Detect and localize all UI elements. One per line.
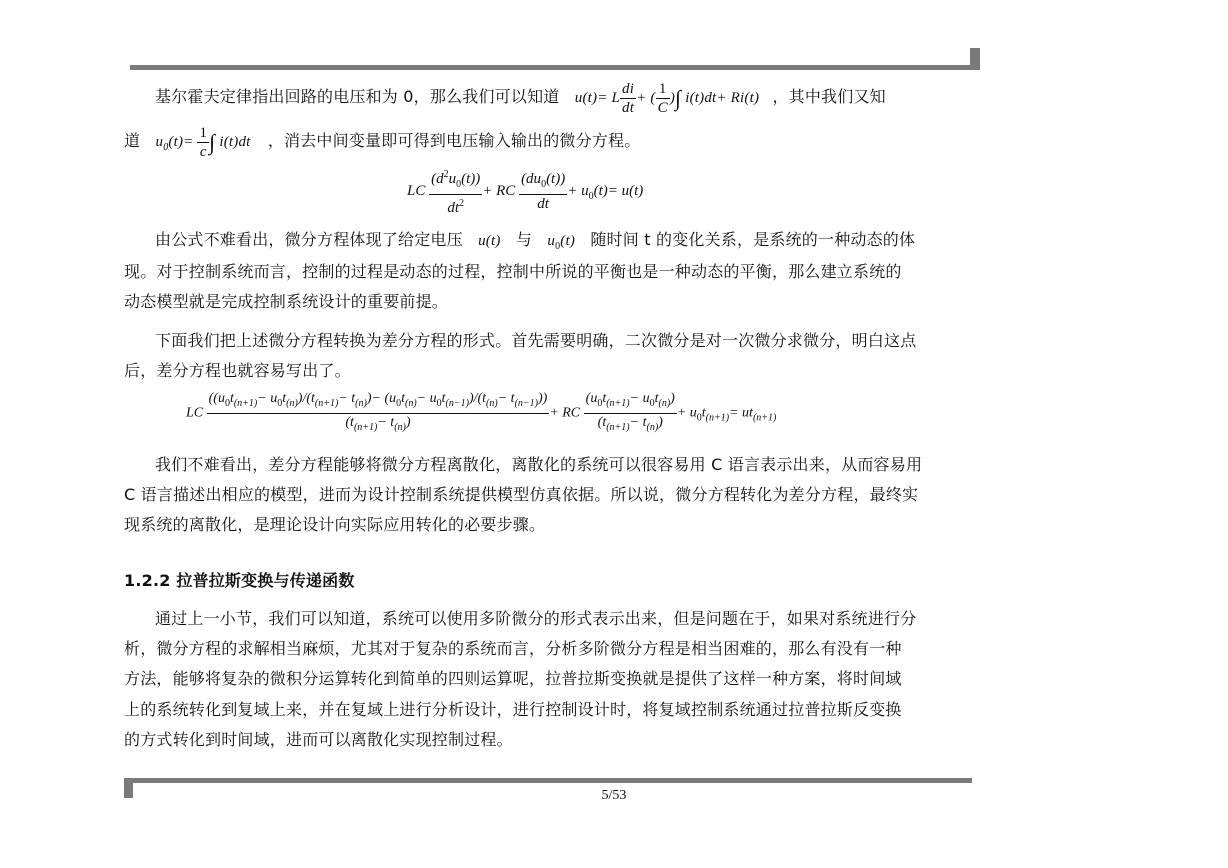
text-span: ，其中我们又知 [772,86,886,106]
equation-kvl: u(t)= L $\frac{di}{dt}$ + ( $\frac{1}{C}$ )∫ i(t)dt+ Ri(t) [574,81,760,116]
para1-line2 [124,124,640,161]
text-span: 与 [515,230,533,249]
text-span: 随时间 t 的变化关系，是系统的一种动态的体 [590,230,916,249]
para5-line1: 通过上一小节，我们可以知道，系统可以使用多阶微分的形式表示出来，但是问题在于，如果对系统进行分 [155,609,917,628]
section-heading: 1.2.2 拉普拉斯变换与传递函数 [124,571,355,590]
symbol-u0: $u_0(t)$ [547,233,576,252]
para2-line3: 动态模型就是完成控制系统设计的重要前提。 [124,292,449,311]
footer-rule [124,778,972,783]
para1-line1 [155,80,886,117]
symbol-u: u(t) [478,233,501,249]
para3-line1: 下面我们把上述微分方程转换为差分方程的形式。首先需要明确，二次微分是对一次微分求微分，明白这点 [155,331,917,350]
page-number: 5/53 [601,788,627,803]
text-span: 基尔霍夫定律指出回路的电压和为 0，那么我们可以知道 [155,86,560,106]
header-rule-tab [970,48,980,70]
para4-line1: 我们不难看出，差分方程能够将微分方程离散化，离散化的系统可以很容易用 C 语言表示出来，从而容易用 [155,455,923,474]
equation-difference: LC $((u_0t_{(n+1)}- u_0t_{(n)})/(t_{(n+1)}- t_{(n)})- (u_0t_{(n)}- u_0t_{(n-1)})/(t_{(n)}- t_{(n-1)}))$ $(t_{(n+1)}- t_{(n)})$ + RC $\frac{(u_0t_{(n+1)}- u_0t_{(n)})}{(t_{(n+1)}- t_{(n)})}$ + $u_0t_{(n+1)}= ut_{(n+1)}$ [186,391,777,433]
para5-line3: 方法，能够将复杂的微积分运算转化到简单的四则运算呢，拉普拉斯变换就是提供了这样一种方案，将时间域 [124,669,902,688]
para2-line1 [155,230,915,257]
text-span: 由公式不难看出，微分方程体现了给定电压 [155,230,463,249]
equation-u0: $u_0(t)=$ $\frac{1}{c}$ ∫ i(t)dt [155,125,251,160]
para4-line3: 现系统的离散化，是理论设计向实际应用转化的必要步骤。 [124,515,546,534]
header-rule [130,65,980,70]
para5-line4: 上的系统转化到复域上来，并在复域上进行分析设计，进行控制设计时，将复域控制系统通过拉普拉斯反变换 [124,700,902,719]
para2-line2: 现。对于控制系统而言，控制的过程是动态的过程，控制中所说的平衡也是一种动态的平衡，那么建立系统的 [124,262,902,281]
para5-line2: 析，微分方程的求解相当麻烦，尤其对于复杂的系统而言，分析多阶微分方程是相当困难的，那么有没有一种 [124,639,902,658]
text-span: 道 [124,130,141,150]
text-span: ，消去中间变量即可得到电压输入输出的微分方程。 [267,130,641,150]
para4-line2: C 语言描述出相应的模型，进而为设计控制系统提供模型仿真依据。所以说，微分方程转化为差分方程，最终实 [124,485,919,504]
equation-differential: LC $\frac{(d^2u_0(t))}{dt^2}$ + RC $\frac{(du_0(t))}{dt}$ + $u_0(t)= u(t)$ [407,166,643,217]
para3-line2: 后，差分方程也就容易写出了。 [124,361,351,380]
para5-line5: 的方式转化到时间域，进而可以离散化实现控制过程。 [124,730,513,749]
